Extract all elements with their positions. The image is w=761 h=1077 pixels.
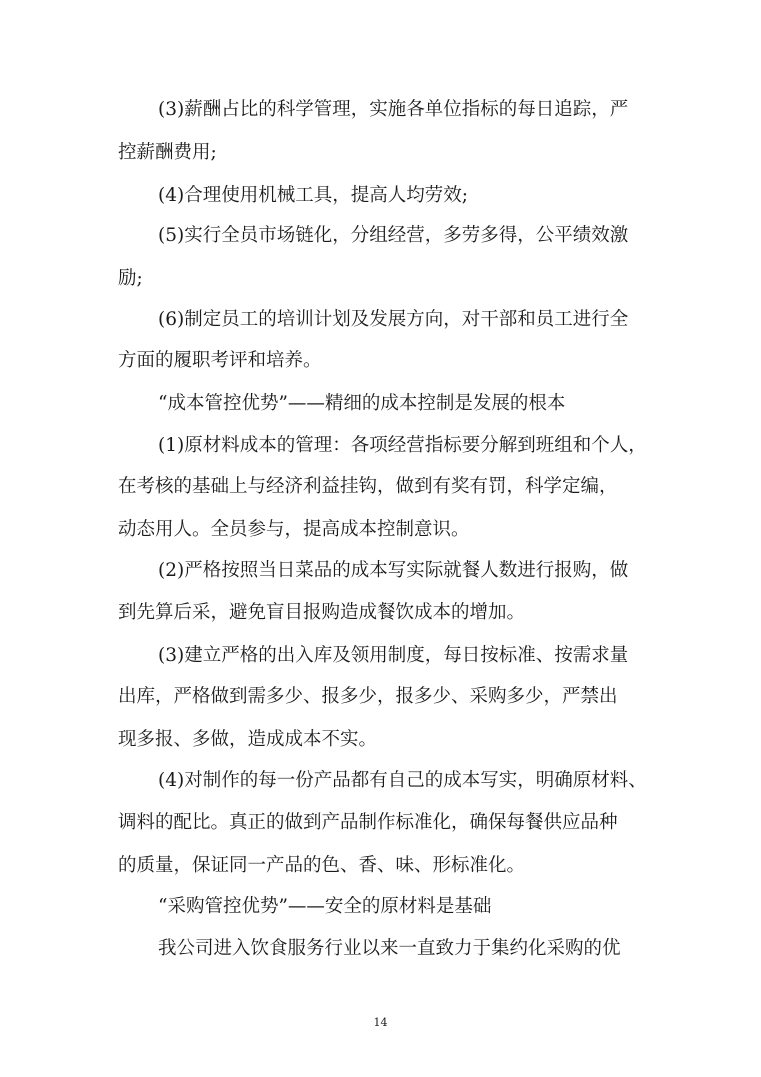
paragraph-line: 在考核的基础上与经济利益挂钩，做到有奖有罚，科学定编，: [118, 476, 618, 497]
page-number: 14: [373, 1016, 388, 1029]
paragraph-line: (4)合理使用机械工具，提高人均劳效;: [158, 185, 468, 206]
text-line: [0, 467, 761, 507]
text-line: [0, 90, 761, 130]
paragraph-line: (2)严格按照当日菜品的成本写实际就餐人数进行报购，做: [158, 560, 629, 581]
section-heading: “成本管控优势”——精细的成本控制是发展的根本: [158, 393, 566, 414]
text-line: [0, 510, 761, 550]
text-line: [0, 216, 761, 256]
paragraph-line: 调料的配比。真正的做到产品制作标准化，确保每餐供应品种: [118, 812, 618, 833]
text-line: [0, 803, 761, 843]
text-line: [0, 846, 761, 886]
text-line: [0, 341, 761, 381]
text-line: [0, 636, 761, 676]
text-line: [0, 426, 761, 466]
paragraph-line: (1)原材料成本的管理：各项经营指标要分解到班组和个人，: [158, 435, 647, 456]
text-line: [0, 176, 761, 216]
section-heading: “采购管控优势”——安全的原材料是基础: [158, 896, 492, 917]
paragraph-line: 方面的履职考评和培养。: [118, 350, 322, 371]
text-line: [0, 929, 761, 969]
text-line: [0, 720, 761, 760]
paragraph-line: (5)实行全员市场链化，分组经营，多劳多得，公平绩效激: [158, 225, 629, 246]
paragraph-line: 励;: [118, 268, 143, 289]
text-line: [0, 593, 761, 633]
paragraph-line: 控薪酬费用;: [118, 142, 217, 163]
paragraph-line: 的质量，保证同一产品的色、香、味、形标准化。: [118, 855, 526, 876]
paragraph-line: (4)对制作的每一份产品都有自己的成本写实，明确原材料、: [158, 770, 647, 791]
paragraph-line: 到先算后采，避免盲目报购造成餐饮成本的增加。: [118, 602, 526, 623]
paragraph-line: 我公司进入饮食服务行业以来一直致力于集约化采购的优: [158, 938, 621, 959]
paragraph-line: (3)建立严格的出入库及领用制度，每日按标准、按需求量: [158, 645, 629, 666]
text-line: [0, 887, 761, 927]
text-line: [0, 300, 761, 340]
text-line: [0, 133, 761, 173]
text-line: [0, 761, 761, 801]
text-line: [0, 384, 761, 424]
paragraph-line: 动态用人。全员参与，提高成本控制意识。: [118, 519, 470, 540]
paragraph-line: 现多报、多做，造成成本不实。: [118, 729, 378, 750]
text-line: [0, 677, 761, 717]
paragraph-line: 出库，严格做到需多少、报多少，报多少、采购多少，严禁出: [118, 686, 618, 707]
paragraph-line: (3)薪酬占比的科学管理，实施各单位指标的每日追踪，严: [158, 99, 629, 120]
paragraph-line: (6)制定员工的培训计划及发展方向，对干部和员工进行全: [158, 309, 629, 330]
text-line: [0, 259, 761, 299]
text-line: [0, 551, 761, 591]
